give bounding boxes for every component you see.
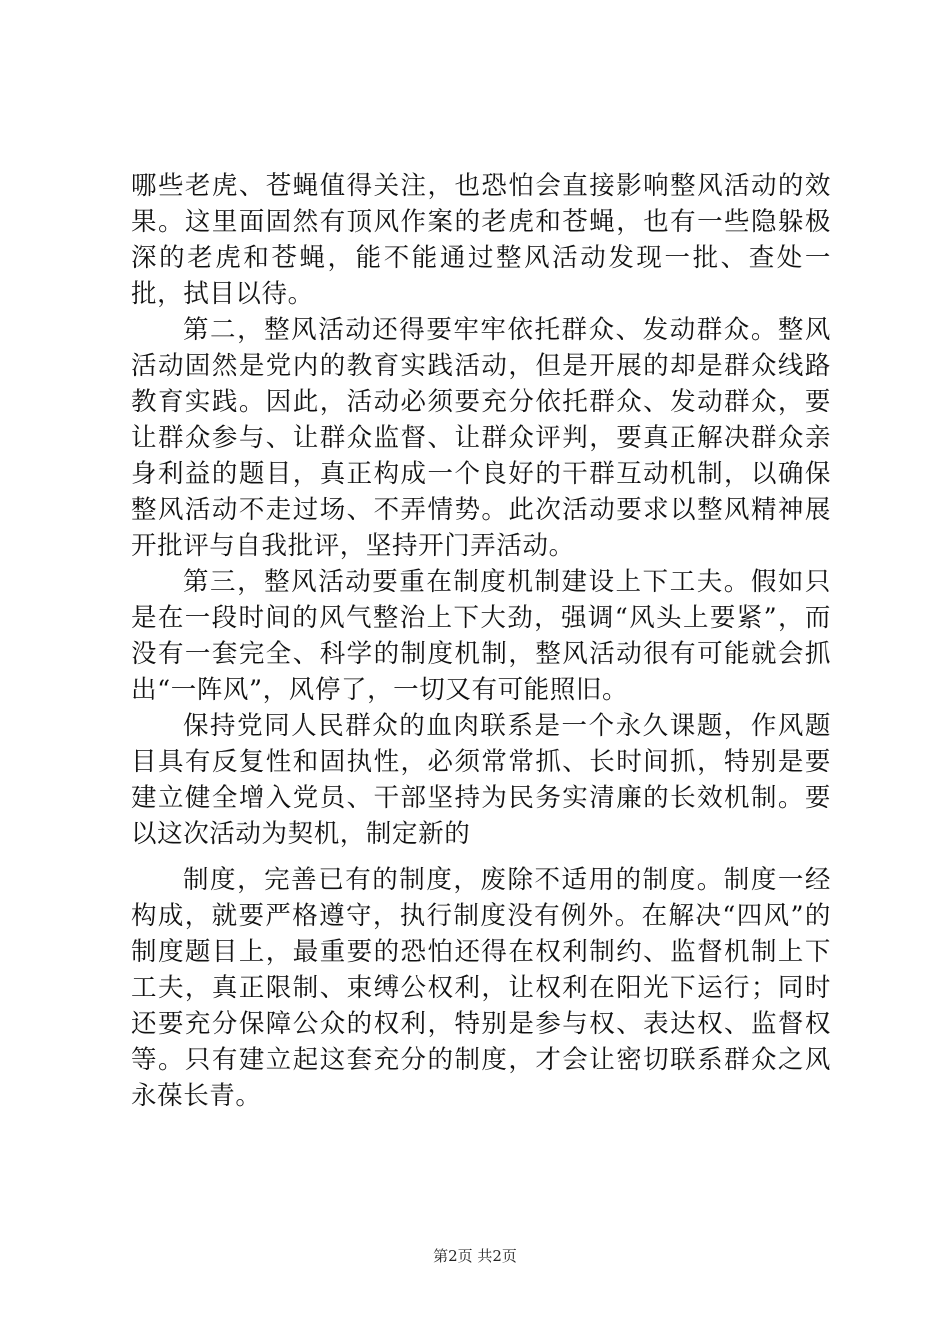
page-footer [0,1245,950,1266]
document-body [131,168,831,1114]
paragraph-conclusion-part-two: 制度，完善已有的制度，废除不适用的制度。制度一经构成，就要严格遵守，执行制度没有例外。在解决“四风”的制度题目上，最重要的恐怕还得在权利制约、监督机制上下工夫，真正限制、束缚公权利，让权利在阳光下运行；同时还要充分保障公众的权利，特别是参与权、表达权、监督权等。只有建立起这套充分的制度，才会让密切联系群众之风永葆长青。 [131,865,831,1111]
paragraph-continued: 哪些老虎、苍蝇值得关注，也恐怕会直接影响整风活动的效果。这里面固然有顶风作案的老虎和苍蝇，也有一些隐躲极深的老虎和苍蝇，能不能通过整风活动发现一批、查处一批，拭目以待。 [131,171,831,309]
page-number-label: 第2页 共2页 [433,1247,517,1265]
paragraph-point-two: 第二，整风活动还得要牢牢依托群众、发动群众。整风活动固然是党内的教育实践活动，但是开展的却是群众线路教育实践。因此，活动必须要充分依托群众、发动群众，要让群众参与、让群众监督、让群众评判，要真正解决群众亲身利益的题目，真正构成一个良好的干群互动机制，以确保整风活动不走过场、不弄情势。此次活动要求以整风精神展开批评与自我批评，坚持开门弄活动。 [131,315,831,561]
paragraph-point-three: 第三，整风活动要重在制度机制建设上下工夫。假如只是在一段时间的风气整治上下大劲，强调“风头上要紧”，而没有一套完全、科学的制度机制，整风活动很有可能就会抓出“一阵风”，风停了，一切又有可能照旧。 [131,567,831,705]
paragraph-conclusion-part-one: 保持党同人民群众的血肉联系是一个永久课题，作风题目具有反复性和固执性，必须常常抓、长时间抓，特别是要建立健全增入党员、干部坚持为民务实清廉的长效机制。要以这次活动为契机，制定新的 [131,711,831,849]
